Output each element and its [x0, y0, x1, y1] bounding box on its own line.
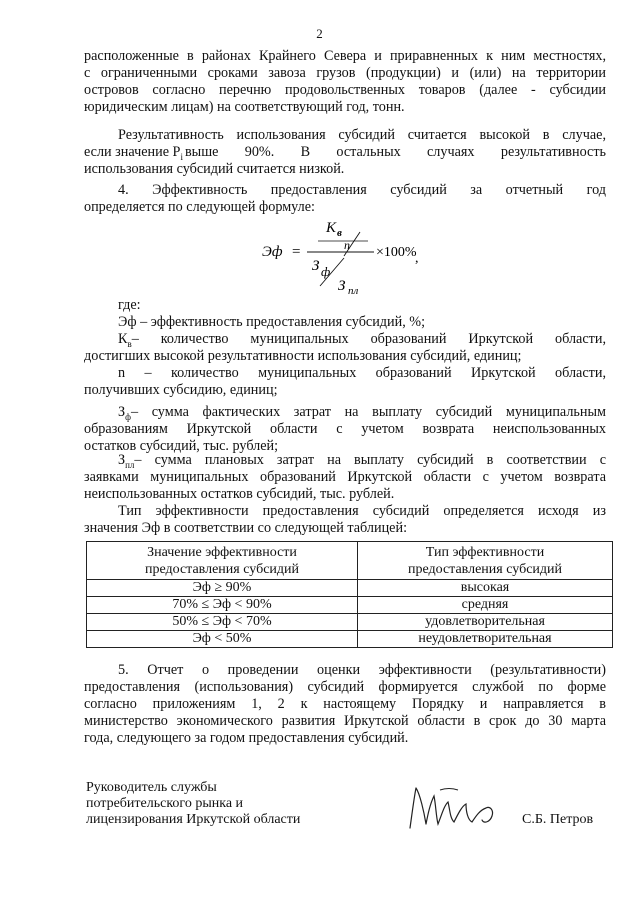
text-fragment: если значение $P_i$	[84, 144, 183, 162]
table-cell: 70% ≤ Эф < 90%	[87, 597, 358, 614]
text-fragment: – количество муниципальных образований Иркутской области,	[131, 331, 606, 347]
formula-kv-sub: в	[337, 227, 342, 239]
text-line: неиспользованных остатков субсидий, тыс. рублей.	[84, 486, 395, 502]
table-row	[87, 614, 613, 631]
signatory-line: Руководитель службы	[86, 780, 217, 795]
table-cell: высокая	[358, 580, 613, 597]
text-line: использования субсидий считается низкой.	[84, 161, 345, 177]
table-row	[87, 631, 613, 648]
table-cell: Эф ≥ 90%	[87, 580, 358, 597]
formula-zf: З	[312, 258, 320, 274]
efficiency-formula	[262, 218, 422, 297]
text-line: где:	[118, 297, 141, 313]
signatory-name: С.Б. Петров	[522, 812, 594, 827]
formula-zf-sub: ф	[321, 264, 331, 279]
handwritten-signature	[400, 784, 510, 832]
header-line: Значение эффективности	[147, 544, 297, 560]
text-fragment: $З_{пл}$	[118, 452, 135, 470]
signatory-line: потребительского рынка и	[86, 796, 244, 811]
text-fragment: выше 90%. В остальных случаях результативность	[184, 144, 606, 160]
formula-graphic	[262, 218, 422, 297]
text-line: 5. Отчет о проведении оценки эффективности (результативности)	[118, 662, 606, 678]
text-fragment: – сумма фактических затрат на выплату субсидий муниципальным	[130, 404, 606, 420]
table-cell: удовлетворительная	[358, 614, 613, 631]
signatory-title	[86, 780, 300, 828]
signatory-line: лицензирования Иркутской области	[86, 812, 301, 827]
formula-zpl: З	[338, 278, 346, 294]
formula-comma: ,	[415, 251, 419, 266]
formula-kv: К	[326, 220, 336, 236]
table-header-row	[87, 542, 613, 580]
table-cell: 50% ≤ Эф < 70%	[87, 614, 358, 631]
header-line: предоставления субсидий	[144, 561, 300, 577]
formula-n: n	[344, 238, 350, 252]
text-fragment: $З_ф$	[118, 404, 131, 422]
text-line: 4. Эффективность предоставления субсидий за отчетный год	[118, 182, 606, 198]
formula-times: ×100%	[376, 245, 417, 260]
text-fragment: – сумма плановых затрат на выплату субсидий в соответствии с	[134, 452, 606, 468]
text-line: Результативность использования субсидий считается высокой в случае,	[118, 127, 606, 143]
text-line: Тип эффективности предоставления субсидий определяется исходя из	[118, 503, 606, 519]
formula-lhs: Эф	[262, 244, 283, 260]
table-cell: средняя	[358, 597, 613, 614]
text-line: министерство экономического развития Иркутской области в срок до 30 марта	[84, 713, 606, 729]
table-row	[87, 597, 613, 614]
table-row	[87, 580, 613, 597]
formula-eq: =	[292, 244, 301, 260]
formula-zpl-sub: пл	[348, 285, 359, 297]
text-line: Эф – эффективность предоставления субсидий, %;	[118, 314, 426, 330]
efficiency-table	[86, 541, 613, 648]
text-line: года, следующего за годом предоставления субсидий.	[84, 730, 409, 746]
text-line: определяется по следующей формуле:	[84, 199, 315, 215]
page-number: 2	[316, 26, 323, 41]
text-line: получивших субсидию, единиц;	[84, 382, 278, 398]
text-line: образованиям Иркутской области с учетом возврата неиспользованных	[84, 421, 606, 437]
text-line: предоставления (использования) субсидий формируется службой по форме	[84, 679, 606, 695]
text-line: согласно приложениям 1, 2 к настоящему Порядку и направляется в	[84, 696, 606, 712]
table-cell: Эф < 50%	[87, 631, 358, 648]
text-line: островов согласно перечню продовольственных товаров (далее - субсидии	[84, 82, 606, 98]
header-line: Тип эффективности	[425, 544, 545, 560]
table-header-cell	[87, 542, 358, 580]
table-header-cell	[358, 542, 613, 580]
text-fragment: $К_в$	[118, 331, 132, 349]
text-line: юридическим лицам) на соответствующий год, тонн.	[84, 99, 405, 115]
text-line: значения Эф в соответствии со следующей таблицей:	[84, 520, 408, 536]
text-line: расположенные в районах Крайнего Севера и приравненных к ним местностях,	[84, 48, 606, 64]
text-line: заявками муниципальных образований Иркутской области с учетом возврата	[84, 469, 606, 485]
header-line: предоставления субсидий	[407, 561, 563, 577]
text-line: остатков субсидий, тыс. рублей;	[84, 438, 279, 454]
text-line: n – количество муниципальных образований Иркутской области,	[118, 365, 606, 381]
text-line: с ограниченными сроками завоза грузов (продукции) и (или) на территории	[84, 65, 606, 81]
text-line: достигших высокой результативности использования субсидий, единиц;	[84, 348, 522, 364]
table-cell: неудовлетворительная	[358, 631, 613, 648]
